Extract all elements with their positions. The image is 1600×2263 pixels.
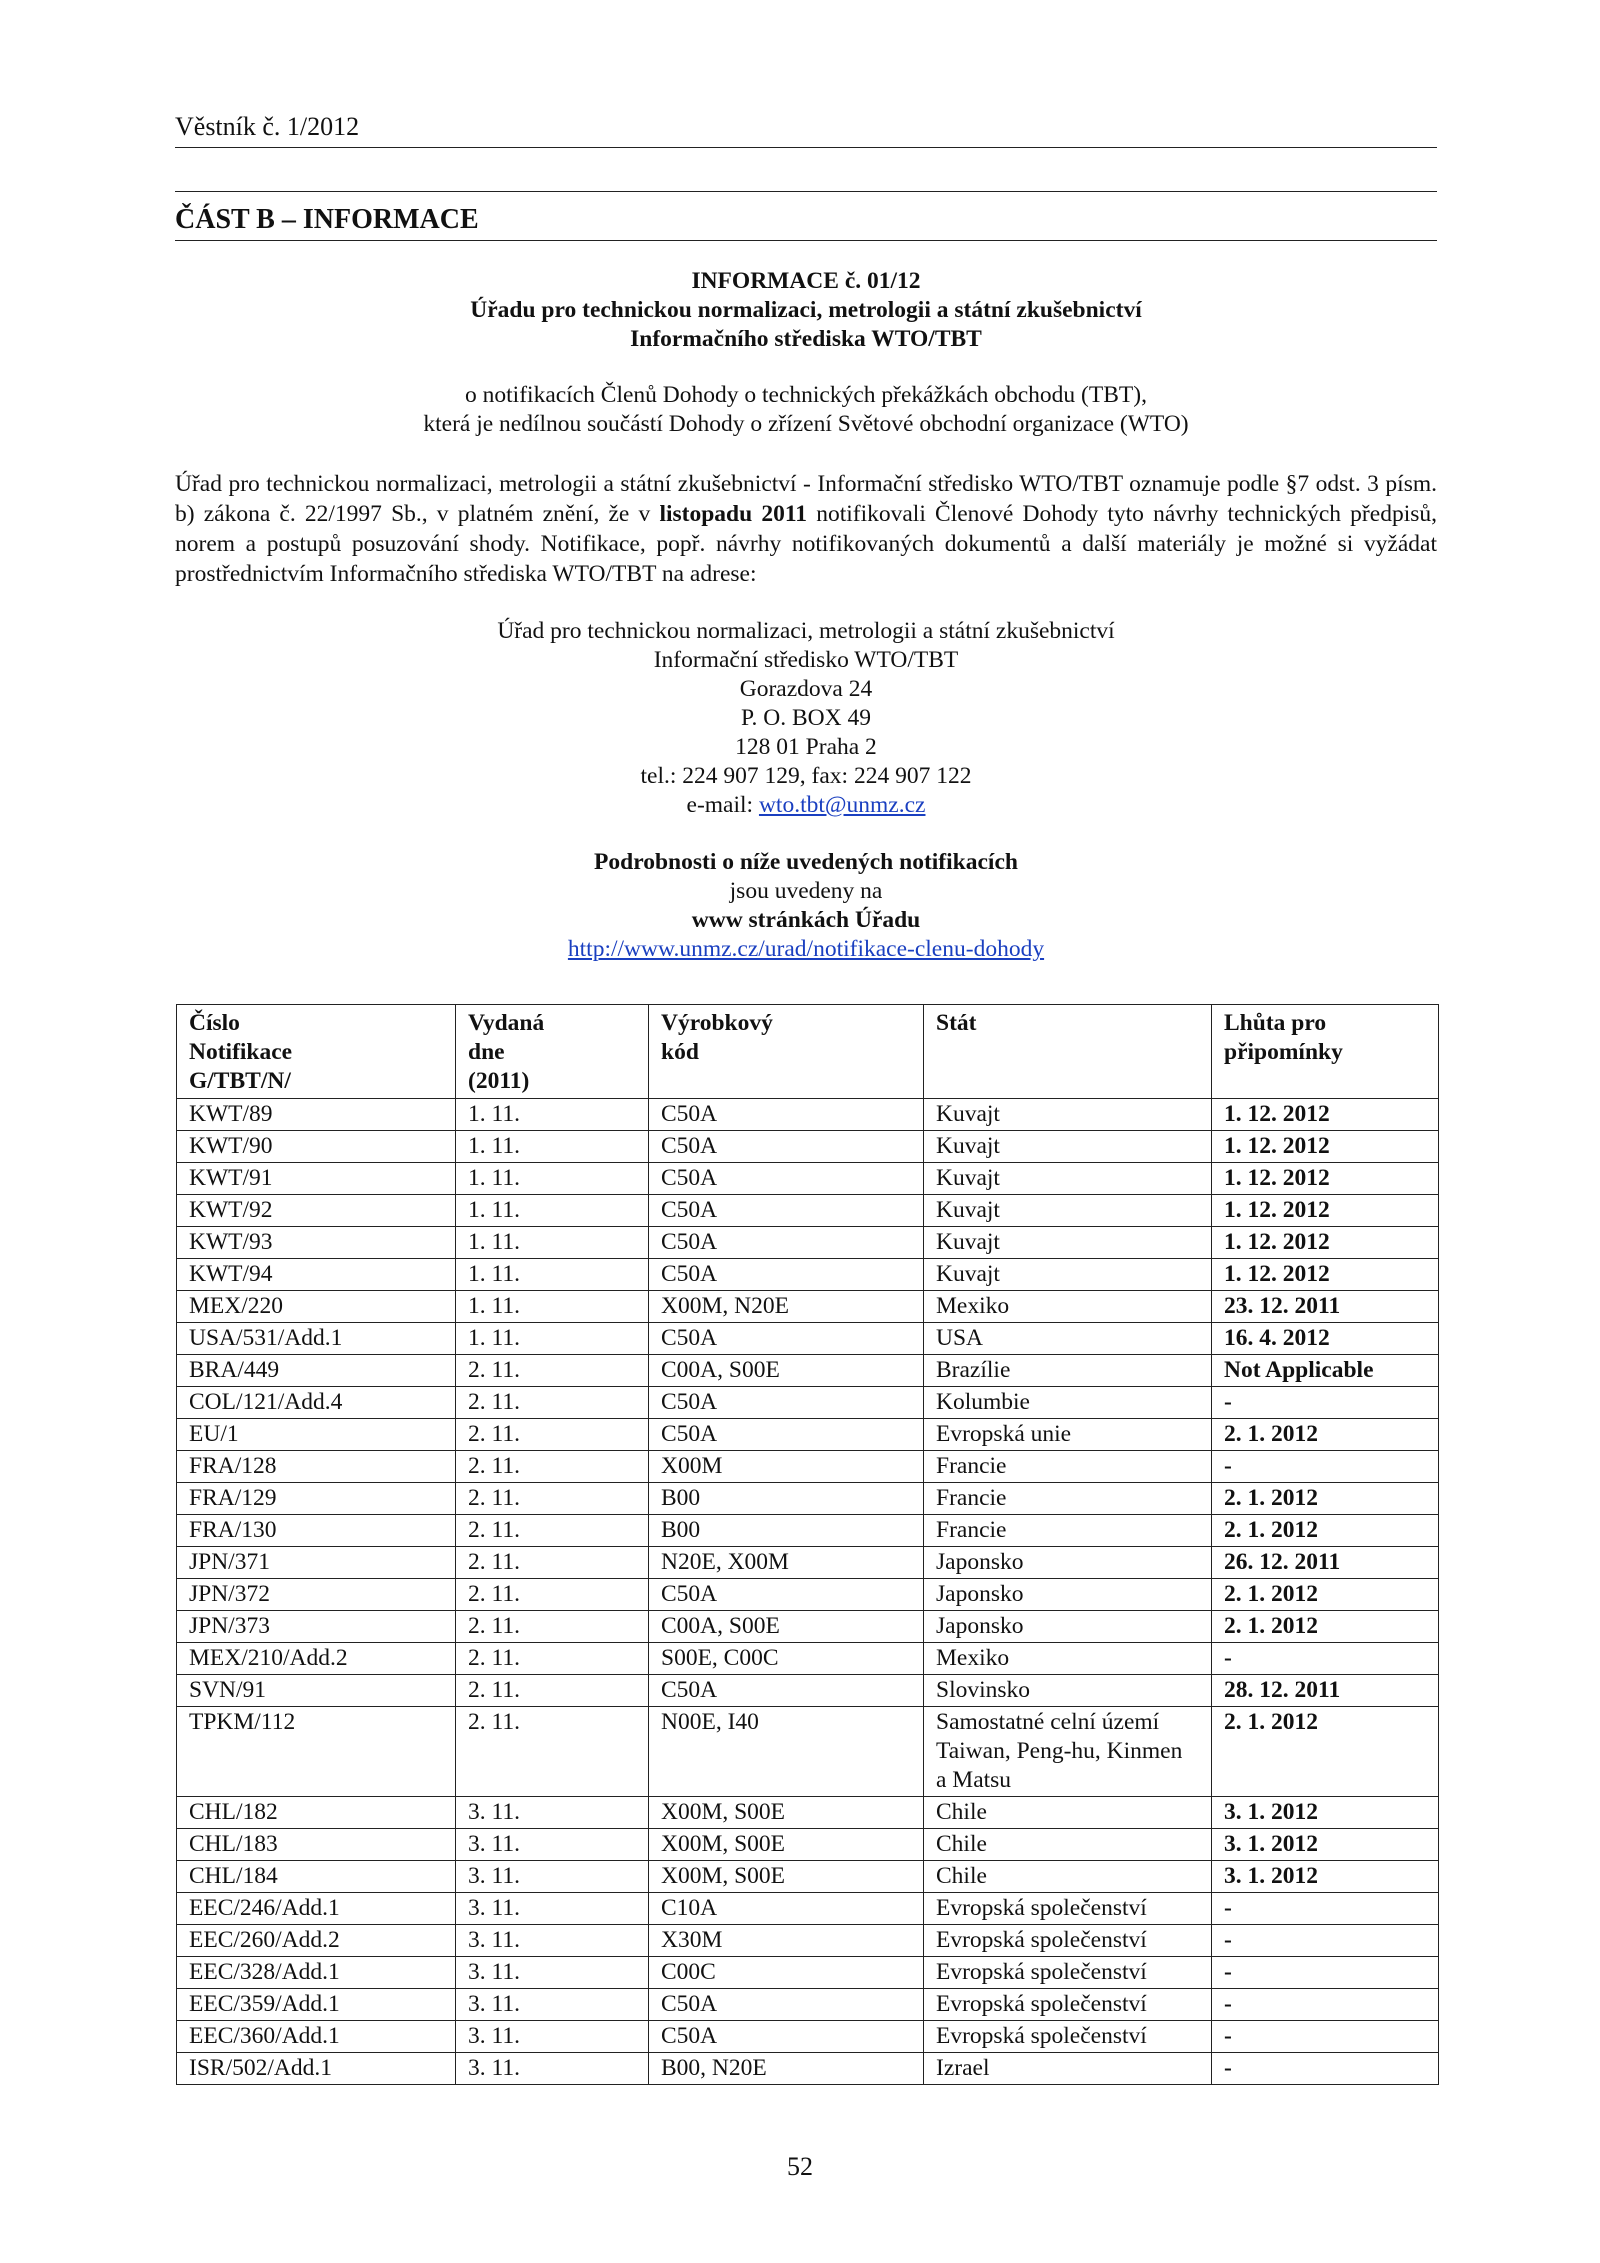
product-code-cell: C50A <box>649 1387 924 1419</box>
table-row <box>177 1707 1439 1797</box>
deadline-cell: 2. 1. 2012 <box>1212 1579 1439 1611</box>
table-row <box>177 1925 1439 1957</box>
product-code-cell: X00M <box>649 1451 924 1483</box>
table-row <box>177 1323 1439 1355</box>
table-row <box>177 1291 1439 1323</box>
country-cell: Kuvajt <box>924 1195 1212 1227</box>
product-code-cell: C50A <box>649 2021 924 2053</box>
details-line-1: Podrobnosti o níže uvedených notifikacích <box>594 849 1018 875</box>
table-row <box>177 1861 1439 1893</box>
product-code-cell: C50A <box>649 1259 924 1291</box>
product-code-cell: S00E, C00C <box>649 1643 924 1675</box>
country-cell: Japonsko <box>924 1579 1212 1611</box>
country-cell: Kuvajt <box>924 1131 1212 1163</box>
table-row <box>177 1099 1439 1131</box>
country-cell: Mexiko <box>924 1291 1212 1323</box>
table-row <box>177 1547 1439 1579</box>
country-cell: Izrael <box>924 2053 1212 2085</box>
address-office: Úřad pro technickou normalizaci, metrologii a státní zkušebnictví <box>497 618 1115 644</box>
deadline-cell: - <box>1212 1643 1439 1675</box>
intro-text-end: notifikovali Členové Dohody tyto návrhy technických předpisů, norem a postupů posuzování shody. Notifikace, popř. návrhy notifikovaných dokumentů a další materiály je možné si vyžádat prostřednictvím Informačního střediska WTO/TBT na adrese: <box>175 501 1437 587</box>
table-row <box>177 1579 1439 1611</box>
table-row <box>177 1195 1439 1227</box>
issued-date-cell: 1. 11. <box>456 1259 649 1291</box>
address-block <box>175 617 1437 820</box>
deadline-cell: - <box>1212 1893 1439 1925</box>
header-rule <box>175 147 1437 148</box>
product-code-cell: B00, N20E <box>649 2053 924 2085</box>
table-row <box>177 1131 1439 1163</box>
country-cell: Japonsko <box>924 1611 1212 1643</box>
notification-number-cell: EEC/360/Add.1 <box>177 2021 456 2053</box>
notification-number-cell: KWT/91 <box>177 1163 456 1195</box>
table-body <box>177 1099 1439 2085</box>
notification-number-cell: FRA/130 <box>177 1515 456 1547</box>
country-cell: Kuvajt <box>924 1099 1212 1131</box>
address-pobox: P. O. BOX 49 <box>741 705 871 731</box>
deadline-cell: 26. 12. 2011 <box>1212 1547 1439 1579</box>
deadline-cell: 2. 1. 2012 <box>1212 1483 1439 1515</box>
product-code-cell: C50A <box>649 1323 924 1355</box>
table-row <box>177 1675 1439 1707</box>
intro-text-start: Úřad pro technickou normalizaci, metrologii a státní zkušebnictví - Informační středisko WTO/TBT oznamuje podle §7 odst. 3 písm. b) zákona č. 22/1997 Sb., v platném znění, že v <box>175 471 1437 527</box>
deadline-cell: 1. 12. 2012 <box>1212 1163 1439 1195</box>
issued-date-cell: 2. 11. <box>456 1419 649 1451</box>
issued-date-cell: 2. 11. <box>456 1387 649 1419</box>
notification-number-cell: CHL/184 <box>177 1861 456 1893</box>
country-cell: Kuvajt <box>924 1163 1212 1195</box>
office-name: Úřadu pro technickou normalizaci, metrologii a státní zkušebnictví <box>470 297 1142 323</box>
page-number: 52 <box>787 2152 813 2181</box>
issued-date-cell: 1. 11. <box>456 1291 649 1323</box>
country-cell: Francie <box>924 1451 1212 1483</box>
notification-number-cell: KWT/89 <box>177 1099 456 1131</box>
table-row <box>177 1515 1439 1547</box>
notifications-table <box>176 1004 1439 2085</box>
deadline-cell: - <box>1212 1925 1439 1957</box>
issued-date-cell: 3. 11. <box>456 2021 649 2053</box>
deadline-cell: 2. 1. 2012 <box>1212 1515 1439 1547</box>
deadline-cell: 1. 12. 2012 <box>1212 1195 1439 1227</box>
country-cell: Brazílie <box>924 1355 1212 1387</box>
issued-date-cell: 2. 11. <box>456 1675 649 1707</box>
deadline-cell: 3. 1. 2012 <box>1212 1829 1439 1861</box>
address-email-line <box>175 791 1437 820</box>
country-cell: Evropská společenství <box>924 1925 1212 1957</box>
notification-number-cell: FRA/129 <box>177 1483 456 1515</box>
table-row <box>177 2021 1439 2053</box>
country-cell: Chile <box>924 1861 1212 1893</box>
section-title: ČÁST B – INFORMACE <box>175 204 479 235</box>
notification-number-cell: SVN/91 <box>177 1675 456 1707</box>
table-row <box>177 1893 1439 1925</box>
product-code-cell: N00E, I40 <box>649 1707 924 1797</box>
address-center: Informační středisko WTO/TBT <box>653 647 959 673</box>
col-header-deadline: Lhůta pro připomínky <box>1212 1005 1439 1099</box>
address-city: 128 01 Praha 2 <box>735 734 877 760</box>
deadline-cell: - <box>1212 1957 1439 1989</box>
notification-number-cell: JPN/371 <box>177 1547 456 1579</box>
notification-number-cell: MEX/210/Add.2 <box>177 1643 456 1675</box>
deadline-cell: - <box>1212 1387 1439 1419</box>
notification-number-cell: JPN/373 <box>177 1611 456 1643</box>
notification-number-cell: MEX/220 <box>177 1291 456 1323</box>
notification-number-cell: EU/1 <box>177 1419 456 1451</box>
notification-number-cell: KWT/92 <box>177 1195 456 1227</box>
issued-date-cell: 3. 11. <box>456 2053 649 2085</box>
notification-number-cell: EEC/260/Add.2 <box>177 1925 456 1957</box>
table-row <box>177 2053 1439 2085</box>
product-code-cell: C50A <box>649 1163 924 1195</box>
country-cell: Evropská unie <box>924 1419 1212 1451</box>
deadline-cell: 2. 1. 2012 <box>1212 1419 1439 1451</box>
notification-number-cell: ISR/502/Add.1 <box>177 2053 456 2085</box>
product-code-cell: C50A <box>649 1579 924 1611</box>
table-row <box>177 1989 1439 2021</box>
table-row <box>177 1643 1439 1675</box>
issued-date-cell: 2. 11. <box>456 1547 649 1579</box>
product-code-cell: C50A <box>649 1099 924 1131</box>
country-cell: USA <box>924 1323 1212 1355</box>
information-title-block <box>175 267 1437 354</box>
deadline-cell: 1. 12. 2012 <box>1212 1131 1439 1163</box>
issued-date-cell: 2. 11. <box>456 1515 649 1547</box>
section-rule-bottom <box>175 240 1437 241</box>
country-cell: Samostatné celní území Taiwan, Peng-hu, Kinmen a Matsu <box>924 1707 1212 1797</box>
country-cell: Kuvajt <box>924 1259 1212 1291</box>
notification-number-cell: KWT/93 <box>177 1227 456 1259</box>
notification-number-cell: BRA/449 <box>177 1355 456 1387</box>
deadline-cell: 3. 1. 2012 <box>1212 1797 1439 1829</box>
notification-number-cell: EEC/359/Add.1 <box>177 1989 456 2021</box>
deadline-cell: 1. 12. 2012 <box>1212 1099 1439 1131</box>
issued-date-cell: 1. 11. <box>456 1227 649 1259</box>
running-header: Věstník č. 1/2012 <box>175 112 360 141</box>
notification-number-cell: TPKM/112 <box>177 1707 456 1797</box>
center-name: Informačního střediska WTO/TBT <box>630 326 982 352</box>
deadline-cell: - <box>1212 1451 1439 1483</box>
product-code-cell: C50A <box>649 1675 924 1707</box>
product-code-cell: N20E, X00M <box>649 1547 924 1579</box>
country-cell: Chile <box>924 1797 1212 1829</box>
table-row <box>177 1483 1439 1515</box>
details-block <box>175 848 1437 964</box>
country-cell: Slovinsko <box>924 1675 1212 1707</box>
product-code-cell: C10A <box>649 1893 924 1925</box>
notification-number-cell: EEC/328/Add.1 <box>177 1957 456 1989</box>
table-row <box>177 1355 1439 1387</box>
deadline-cell: 23. 12. 2011 <box>1212 1291 1439 1323</box>
issued-date-cell: 3. 11. <box>456 1989 649 2021</box>
issued-date-cell: 3. 11. <box>456 1925 649 1957</box>
deadline-cell: 1. 12. 2012 <box>1212 1227 1439 1259</box>
issued-date-cell: 3. 11. <box>456 1957 649 1989</box>
product-code-cell: X30M <box>649 1925 924 1957</box>
issued-date-cell: 2. 11. <box>456 1643 649 1675</box>
issued-date-cell: 1. 11. <box>456 1163 649 1195</box>
table-row <box>177 1829 1439 1861</box>
table-header-row <box>177 1005 1439 1099</box>
subtitle-line-1: o notifikacích Členů Dohody o technických překážkách obchodu (TBT), <box>465 382 1147 408</box>
issued-date-cell: 3. 11. <box>456 1893 649 1925</box>
issued-date-cell: 2. 11. <box>456 1451 649 1483</box>
country-cell: Evropská společenství <box>924 2021 1212 2053</box>
deadline-cell: Not Applicable <box>1212 1355 1439 1387</box>
notification-number-cell: USA/531/Add.1 <box>177 1323 456 1355</box>
intro-paragraph <box>175 469 1437 589</box>
table-row <box>177 1259 1439 1291</box>
product-code-cell: B00 <box>649 1515 924 1547</box>
table-row <box>177 1419 1439 1451</box>
col-header-country: Stát <box>924 1005 1212 1099</box>
table-row <box>177 1387 1439 1419</box>
issued-date-cell: 1. 11. <box>456 1195 649 1227</box>
deadline-cell: 28. 12. 2011 <box>1212 1675 1439 1707</box>
issued-date-cell: 3. 11. <box>456 1861 649 1893</box>
notification-number-cell: CHL/183 <box>177 1829 456 1861</box>
table-row <box>177 1957 1439 1989</box>
notification-number-cell: EEC/246/Add.1 <box>177 1893 456 1925</box>
details-line-3: www stránkách Úřadu <box>691 907 921 933</box>
col-header-number: Číslo Notifikace G/TBT/N/ <box>177 1005 456 1099</box>
notification-number-cell: CHL/182 <box>177 1797 456 1829</box>
product-code-cell: C00A, S00E <box>649 1611 924 1643</box>
deadline-cell: - <box>1212 1989 1439 2021</box>
product-code-cell: C50A <box>649 1227 924 1259</box>
country-cell: Chile <box>924 1829 1212 1861</box>
issued-date-cell: 3. 11. <box>456 1829 649 1861</box>
product-code-cell: C00C <box>649 1957 924 1989</box>
product-code-cell: X00M, S00E <box>649 1797 924 1829</box>
deadline-cell: 2. 1. 2012 <box>1212 1707 1439 1797</box>
notification-number-cell: KWT/90 <box>177 1131 456 1163</box>
deadline-cell: - <box>1212 2053 1439 2085</box>
country-cell: Evropská společenství <box>924 1957 1212 1989</box>
product-code-cell: C50A <box>649 1131 924 1163</box>
issued-date-cell: 1. 11. <box>456 1099 649 1131</box>
product-code-cell: X00M, S00E <box>649 1829 924 1861</box>
country-cell: Francie <box>924 1515 1212 1547</box>
subtitle-line-2: která je nedílnou součástí Dohody o zřízení Světové obchodní organizace (WTO) <box>423 411 1189 437</box>
notification-number-cell: COL/121/Add.4 <box>177 1387 456 1419</box>
issued-date-cell: 1. 11. <box>456 1131 649 1163</box>
issued-date-cell: 2. 11. <box>456 1579 649 1611</box>
email-link[interactable]: wto.tbt@unmz.cz <box>758 792 926 818</box>
section-rule-top <box>175 191 1437 192</box>
notification-number-cell: KWT/94 <box>177 1259 456 1291</box>
table-row <box>177 1227 1439 1259</box>
product-code-cell: C00A, S00E <box>649 1355 924 1387</box>
deadline-cell: - <box>1212 2021 1439 2053</box>
col-header-issued: Vydaná dne (2011) <box>456 1005 649 1099</box>
table-row <box>177 1611 1439 1643</box>
country-cell: Kolumbie <box>924 1387 1212 1419</box>
product-code-cell: X00M, S00E <box>649 1861 924 1893</box>
issued-date-cell: 2. 11. <box>456 1483 649 1515</box>
country-cell: Mexiko <box>924 1643 1212 1675</box>
issued-date-cell: 2. 11. <box>456 1355 649 1387</box>
table-row <box>177 1797 1439 1829</box>
product-code-cell: C50A <box>649 1419 924 1451</box>
details-line-2: jsou uvedeny na <box>729 878 883 904</box>
issued-date-cell: 2. 11. <box>456 1707 649 1797</box>
issued-date-cell: 1. 11. <box>456 1323 649 1355</box>
issued-date-cell: 2. 11. <box>456 1611 649 1643</box>
issued-date-cell: 3. 11. <box>456 1797 649 1829</box>
information-number: INFORMACE č. 01/12 <box>691 268 921 294</box>
notification-number-cell: FRA/128 <box>177 1451 456 1483</box>
deadline-cell: 2. 1. 2012 <box>1212 1611 1439 1643</box>
address-phone-fax: tel.: 224 907 129, fax: 224 907 122 <box>640 763 972 789</box>
details-url-link[interactable]: http://www.unmz.cz/urad/notifikace-clenu-dohody <box>567 936 1045 962</box>
product-code-cell: B00 <box>649 1483 924 1515</box>
col-header-product-code: Výrobkový kód <box>649 1005 924 1099</box>
subtitle-block <box>175 381 1437 439</box>
country-cell: Evropská společenství <box>924 1893 1212 1925</box>
deadline-cell: 16. 4. 2012 <box>1212 1323 1439 1355</box>
product-code-cell: C50A <box>649 1989 924 2021</box>
intro-month: listopadu 2011 <box>659 501 808 527</box>
country-cell: Evropská společenství <box>924 1989 1212 2021</box>
country-cell: Kuvajt <box>924 1227 1212 1259</box>
email-label: e-mail: <box>686 792 759 818</box>
country-cell: Japonsko <box>924 1547 1212 1579</box>
notification-number-cell: JPN/372 <box>177 1579 456 1611</box>
product-code-cell: C50A <box>649 1195 924 1227</box>
address-street: Gorazdova 24 <box>739 676 873 702</box>
deadline-cell: 1. 12. 2012 <box>1212 1259 1439 1291</box>
table-row <box>177 1451 1439 1483</box>
country-cell: Francie <box>924 1483 1212 1515</box>
product-code-cell: X00M, N20E <box>649 1291 924 1323</box>
table-row <box>177 1163 1439 1195</box>
deadline-cell: 3. 1. 2012 <box>1212 1861 1439 1893</box>
